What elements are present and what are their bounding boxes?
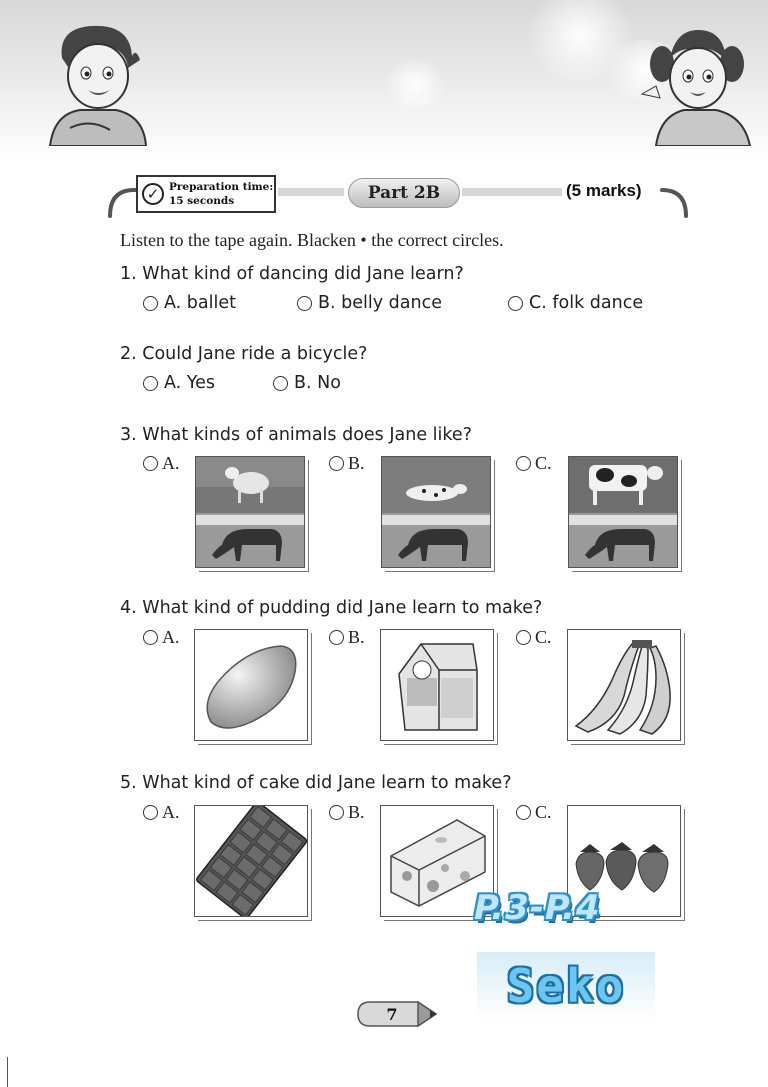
q3-option-b[interactable]: B.	[329, 453, 365, 474]
marks-label: (5 marks)	[566, 181, 642, 200]
question-2: 2. Could Jane ride a bicycle?	[120, 344, 368, 364]
question-5: 5. What kind of cake did Jane learn to make?	[120, 773, 512, 793]
q5-option-b[interactable]: B.	[329, 802, 365, 823]
answer-circle[interactable]	[143, 376, 158, 391]
q1-option-c[interactable]: C. folk dance	[508, 293, 643, 313]
check-icon: ✓	[142, 183, 164, 205]
q3-option-c[interactable]: C.	[516, 453, 552, 474]
question-4: 4. What kind of pudding did Jane learn to make?	[120, 598, 543, 618]
answer-circle[interactable]	[143, 456, 158, 471]
q2-option-a[interactable]: A. Yes	[143, 373, 215, 393]
sheep-horse-photo	[195, 456, 305, 568]
answer-circle[interactable]	[143, 630, 158, 645]
answer-circle[interactable]	[516, 805, 531, 820]
question-1: 1. What kind of dancing did Jane learn?	[120, 264, 464, 284]
preparation-time-box	[136, 175, 276, 213]
prep-value: 15 seconds	[169, 195, 235, 207]
cow-horse-photo	[568, 456, 678, 568]
question-3: 3. What kinds of animals does Jane like?	[120, 425, 472, 445]
page-number: 7	[386, 1004, 398, 1024]
publisher-logo: Seko	[477, 952, 655, 1020]
girl-illustration	[636, 24, 756, 146]
answer-circle[interactable]	[329, 456, 344, 471]
margin-line	[7, 1057, 8, 1087]
answer-circle[interactable]	[273, 376, 288, 391]
dalmatian-horse-photo	[381, 456, 491, 568]
answer-circle[interactable]	[297, 296, 312, 311]
level-logo: P.3-P.4	[474, 888, 601, 928]
answer-circle[interactable]	[329, 630, 344, 645]
milk-carton-picture	[380, 629, 494, 741]
q2-option-b[interactable]: B. No	[273, 373, 341, 393]
boy-illustration	[40, 18, 150, 146]
q4-option-c[interactable]: C.	[516, 627, 552, 648]
q5-option-c[interactable]: C.	[516, 802, 552, 823]
part-title: Part 2B	[348, 178, 460, 208]
answer-circle[interactable]	[516, 630, 531, 645]
instruction-text: Listen to the tape again. Blacken • the correct circles.	[120, 230, 504, 250]
bananas-picture	[567, 629, 681, 741]
q1-option-a[interactable]: A. ballet	[143, 293, 236, 313]
answer-circle[interactable]	[329, 805, 344, 820]
mango-picture	[194, 629, 308, 741]
q4-option-a[interactable]: A.	[143, 627, 180, 648]
q1-option-b[interactable]: B. belly dance	[297, 293, 442, 313]
q3-option-a[interactable]: A.	[143, 453, 180, 474]
prep-label: Preparation time:	[169, 181, 274, 193]
answer-circle[interactable]	[143, 805, 158, 820]
q4-option-b[interactable]: B.	[329, 627, 365, 648]
chocolate-bar-picture	[194, 805, 308, 917]
q5-option-a[interactable]: A.	[143, 802, 180, 823]
answer-circle[interactable]	[516, 456, 531, 471]
answer-circle[interactable]	[508, 296, 523, 311]
answer-circle[interactable]	[143, 296, 158, 311]
